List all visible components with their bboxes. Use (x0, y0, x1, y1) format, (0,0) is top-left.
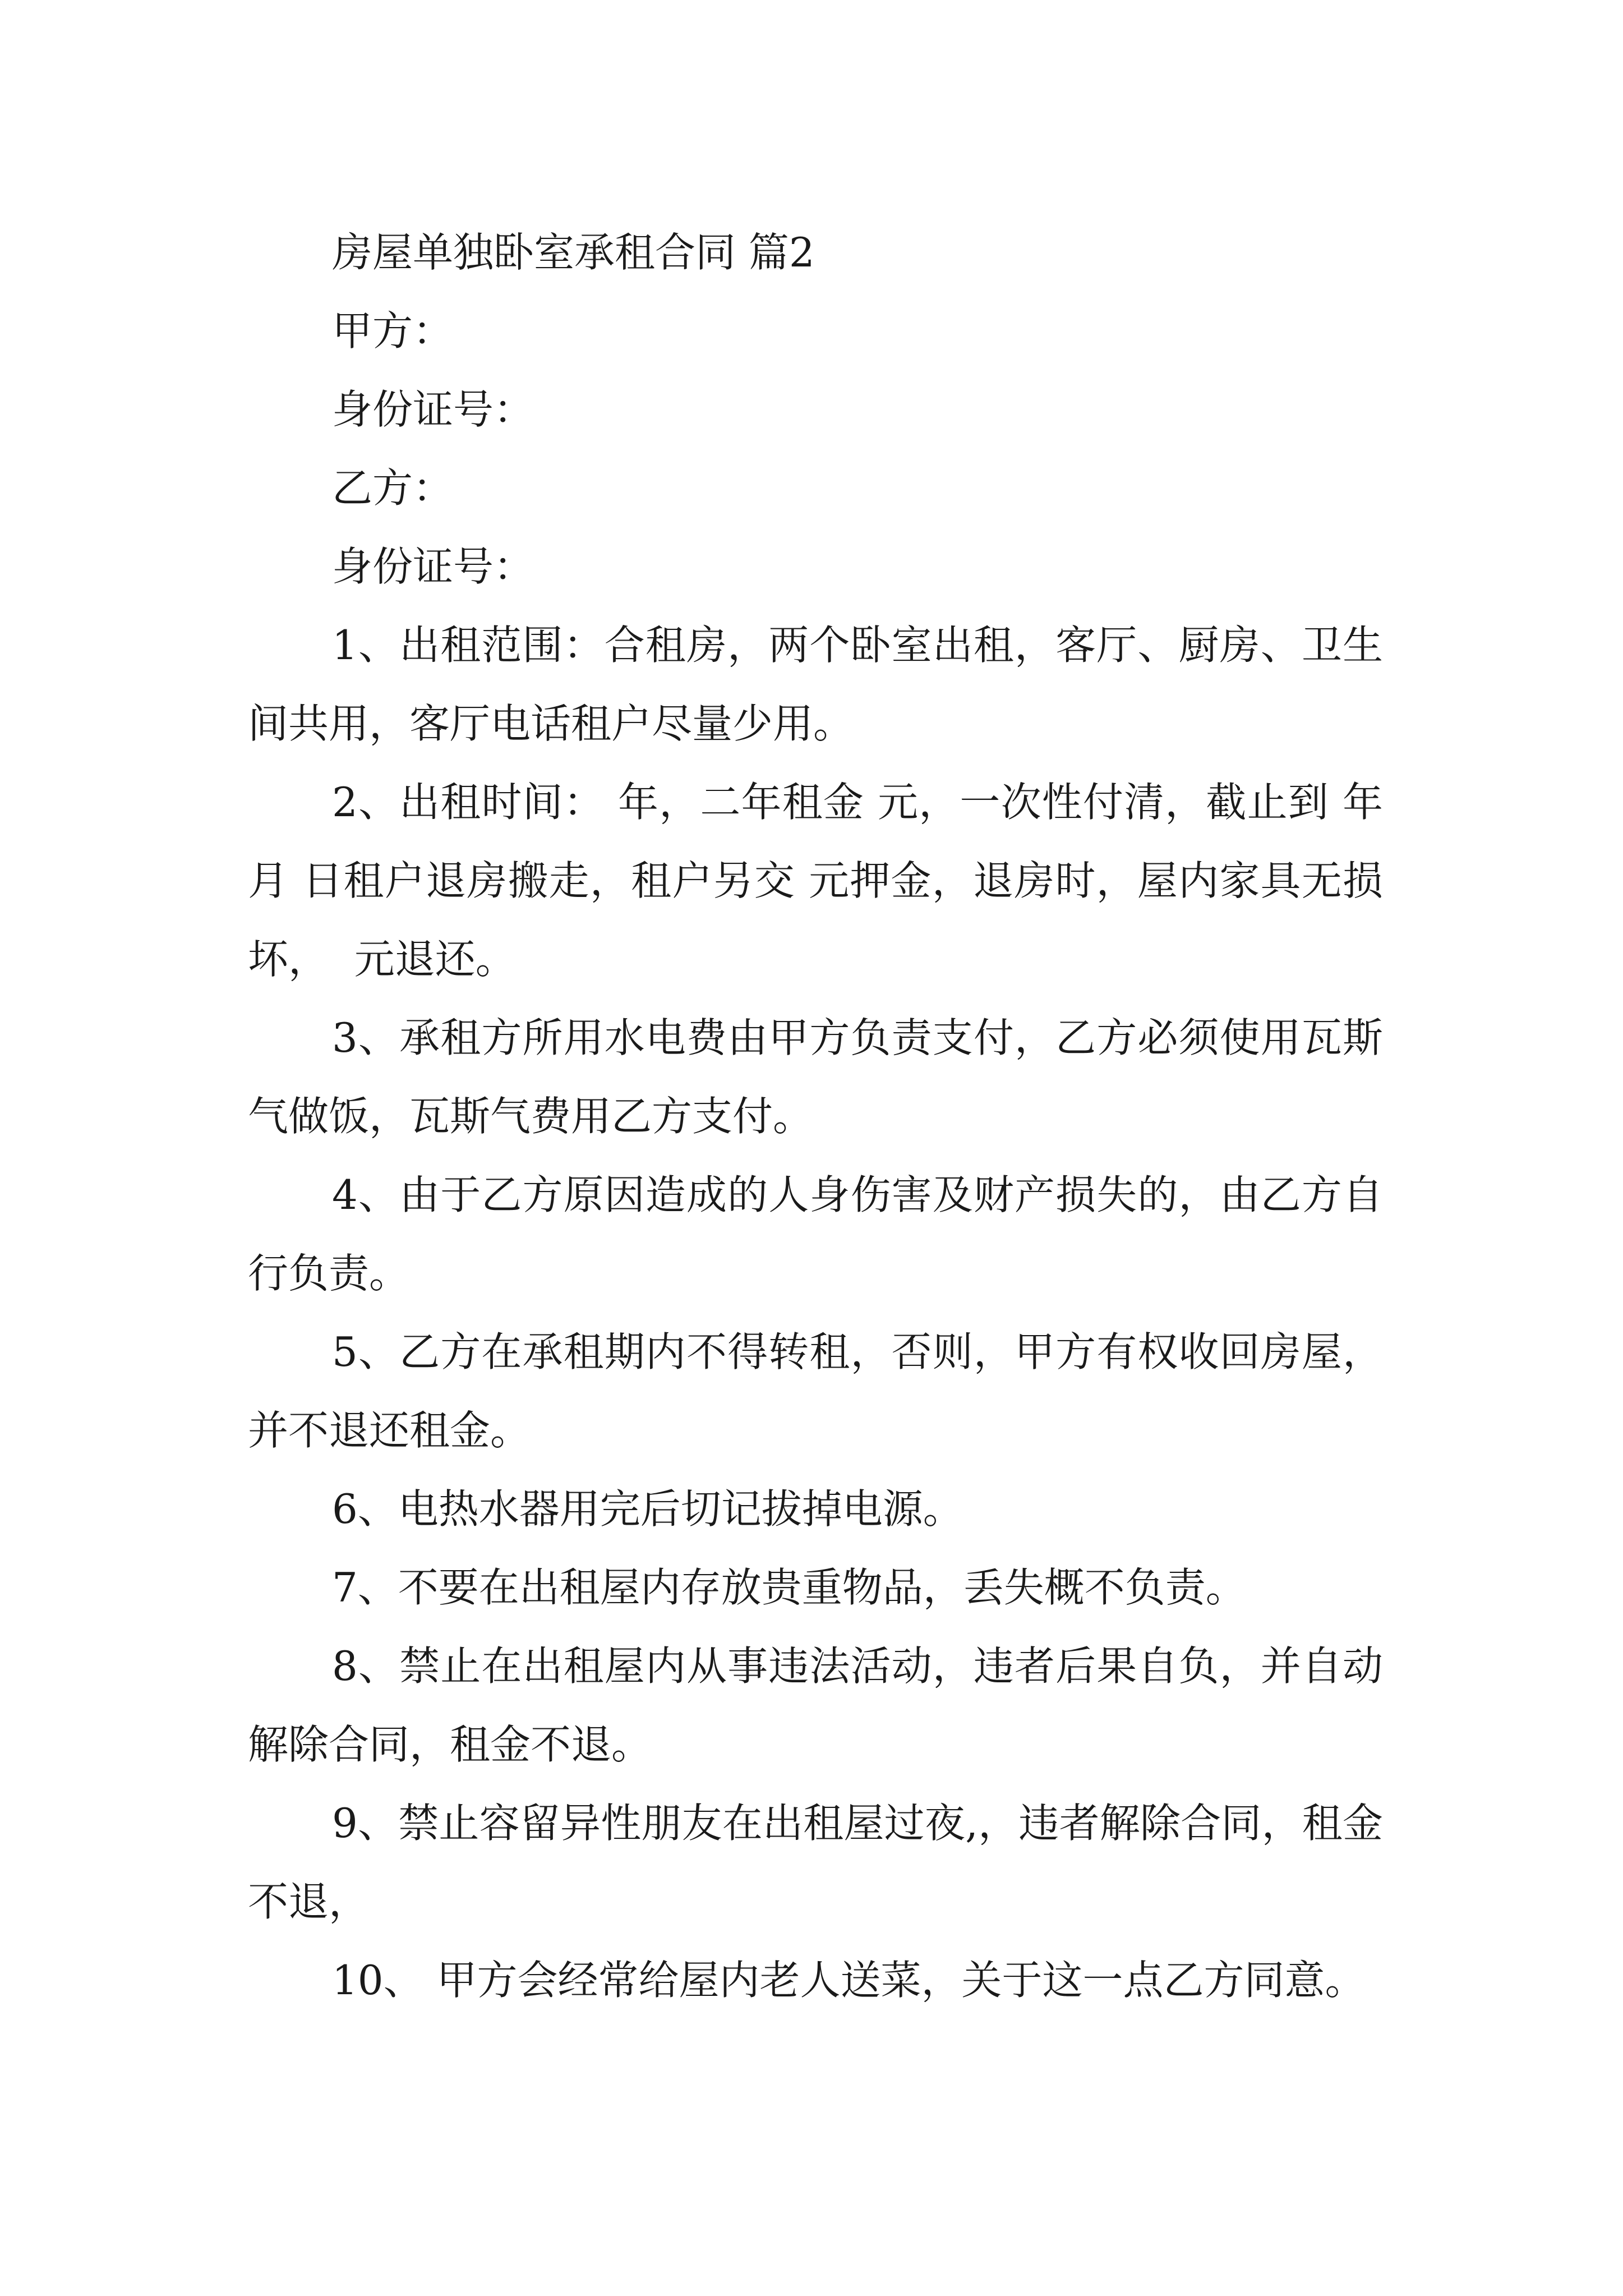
party-a-id-label: 身份证号： (332, 386, 534, 433)
clause-8: 8、禁止在出租屋内从事违法活动，违者后果自负，并自动解除合同，租金不退。 (248, 1642, 1383, 1768)
clause-5: 5、乙方在承租期内不得转租，否则，甲方有权收回房屋，并不退还租金。 (248, 1328, 1383, 1454)
clause-2: 2、出租时间： 年，二年租金 元，一次性付清，截止到 年 月 日租户退房搬走，租户另交 元押金，退房时，屋内家具无损坏， 元退还。 (248, 779, 1396, 983)
party-a-label: 甲方： (332, 307, 454, 355)
party-b-id-label: 身份证号： (332, 543, 534, 590)
document-body (248, 213, 1396, 2019)
clause-1: 1、出租范围：合租房，两个卧室出租，客厅、厨房、卫生间共用，客厅电话租户尽量少用。 (248, 622, 1383, 747)
clause-4: 4、由于乙方原因造成的人身伤害及财产损失的，由乙方自行负责。 (248, 1171, 1383, 1297)
clause-7: 7、不要在出租屋内存放贵重物品，丢失概不负责。 (332, 1564, 1246, 1611)
clause-9: 9、禁止容留异性朋友在出租屋过夜,，违者解除合同，租金不退， (248, 1800, 1383, 1925)
document-title: 房屋单独卧室承租合同 篇2 (332, 229, 815, 276)
clause-10: 10、 甲方会经常给屋内老人送菜，关于这一点乙方同意。 (332, 1957, 1366, 2004)
party-b-label: 乙方： (332, 464, 454, 512)
clause-3: 3、承租方所用水电费由甲方负责支付，乙方必须使用瓦斯气做饭，瓦斯气费用乙方支付。 (248, 1014, 1383, 1140)
clause-6: 6、电热水器用完后切记拔掉电源。 (332, 1485, 963, 1533)
